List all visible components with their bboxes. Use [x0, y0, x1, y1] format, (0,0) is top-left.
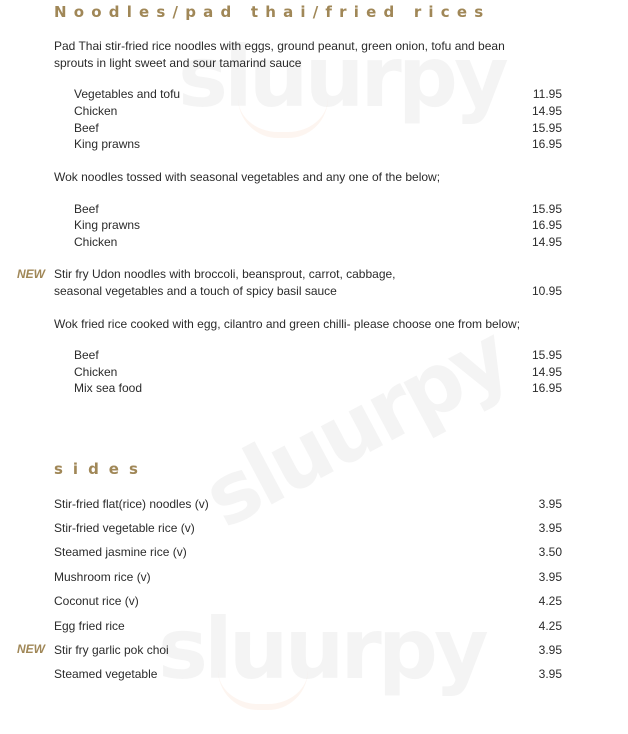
- side-item: [54, 642, 562, 658]
- item-name: Stir fry garlic pok choi: [54, 643, 169, 657]
- item-price: 16.95: [531, 137, 562, 151]
- item-name: Mushroom rice (v): [54, 570, 151, 584]
- item-name: Steamed vegetable: [54, 667, 158, 681]
- item-name: Chicken: [74, 235, 118, 249]
- item-price: 3.95: [538, 521, 562, 535]
- pad-thai-item: [74, 86, 562, 103]
- item-name: Chicken: [74, 365, 118, 379]
- item-name: Steamed jasmine rice (v): [54, 545, 187, 559]
- item-price: 3.95: [538, 667, 562, 681]
- wok-rice-description: Wok fried rice cooked with egg, cilantro and green chilli- please choose one from below;: [54, 317, 521, 331]
- item-price: 15.95: [531, 202, 562, 216]
- item-name: Beef: [74, 202, 99, 216]
- item-name: King prawns: [74, 137, 141, 151]
- item-name: Stir-fried vegetable rice (v): [54, 521, 195, 535]
- item-price: 3.50: [538, 545, 562, 559]
- item-price: 3.95: [538, 497, 562, 511]
- item-name: Beef: [74, 121, 99, 135]
- item-price: 15.95: [531, 348, 562, 362]
- item-price: 4.25: [538, 594, 562, 608]
- side-item: [54, 544, 562, 560]
- wok-noodles-item: [74, 217, 562, 234]
- wok-rice-item: [74, 364, 562, 381]
- item-price: 16.95: [531, 218, 562, 232]
- wok-rice-item: [74, 380, 562, 397]
- item-price: 14.95: [531, 235, 562, 249]
- pad-thai-item: [74, 103, 562, 120]
- item-price: 10.95: [531, 283, 562, 298]
- side-item: [54, 496, 562, 512]
- wok-rice-item: [74, 347, 562, 364]
- item-name: King prawns: [74, 218, 141, 232]
- item-name: Coconut rice (v): [54, 594, 139, 608]
- wok-noodles-item: [74, 201, 562, 218]
- new-badge: NEW: [17, 642, 45, 656]
- side-item: [54, 520, 562, 536]
- item-price: 16.95: [531, 381, 562, 395]
- item-price: 3.95: [538, 570, 562, 584]
- item-price: 11.95: [532, 87, 562, 101]
- wok-noodles-description: Wok noodles tossed with seasonal vegetables and any one of the below;: [54, 170, 441, 184]
- pad-thai-description: Pad Thai stir-fried rice noodles with eggs, ground peanut, green onion, tofu and bean sprouts in light sweet and sour tamarind sauce: [54, 39, 505, 70]
- item-name: Chicken: [74, 104, 118, 118]
- item-price: 14.95: [531, 104, 562, 118]
- side-item: [54, 569, 562, 585]
- noodles-section-heading: Noodles/pad thai/fried rices: [54, 3, 491, 21]
- pad-thai-item: [74, 136, 562, 153]
- sides-section-heading: sides: [54, 460, 148, 478]
- item-name: Stir-fried flat(rice) noodles (v): [54, 497, 209, 511]
- item-name: Mix sea food: [74, 381, 143, 395]
- item-name: Vegetables and tofu: [74, 87, 181, 101]
- item-price: 4.25: [538, 619, 562, 633]
- udon-description-line-1: Stir fry Udon noodles with broccoli, beansprout, carrot, cabbage,: [54, 267, 396, 281]
- item-price: 14.95: [531, 365, 562, 379]
- side-item: [54, 666, 562, 682]
- new-badge: NEW: [17, 267, 45, 281]
- item-price: 3.95: [538, 643, 562, 657]
- wok-noodles-item: [74, 234, 562, 251]
- pad-thai-item: [74, 120, 562, 137]
- side-item: [54, 593, 562, 609]
- udon-description-line-2: seasonal vegetables and a touch of spicy basil sauce: [54, 283, 337, 298]
- udon-item: [54, 266, 562, 299]
- item-price: 15.95: [531, 121, 562, 135]
- item-name: Egg fried rice: [54, 619, 125, 633]
- side-item: [54, 618, 562, 634]
- item-name: Beef: [74, 348, 99, 362]
